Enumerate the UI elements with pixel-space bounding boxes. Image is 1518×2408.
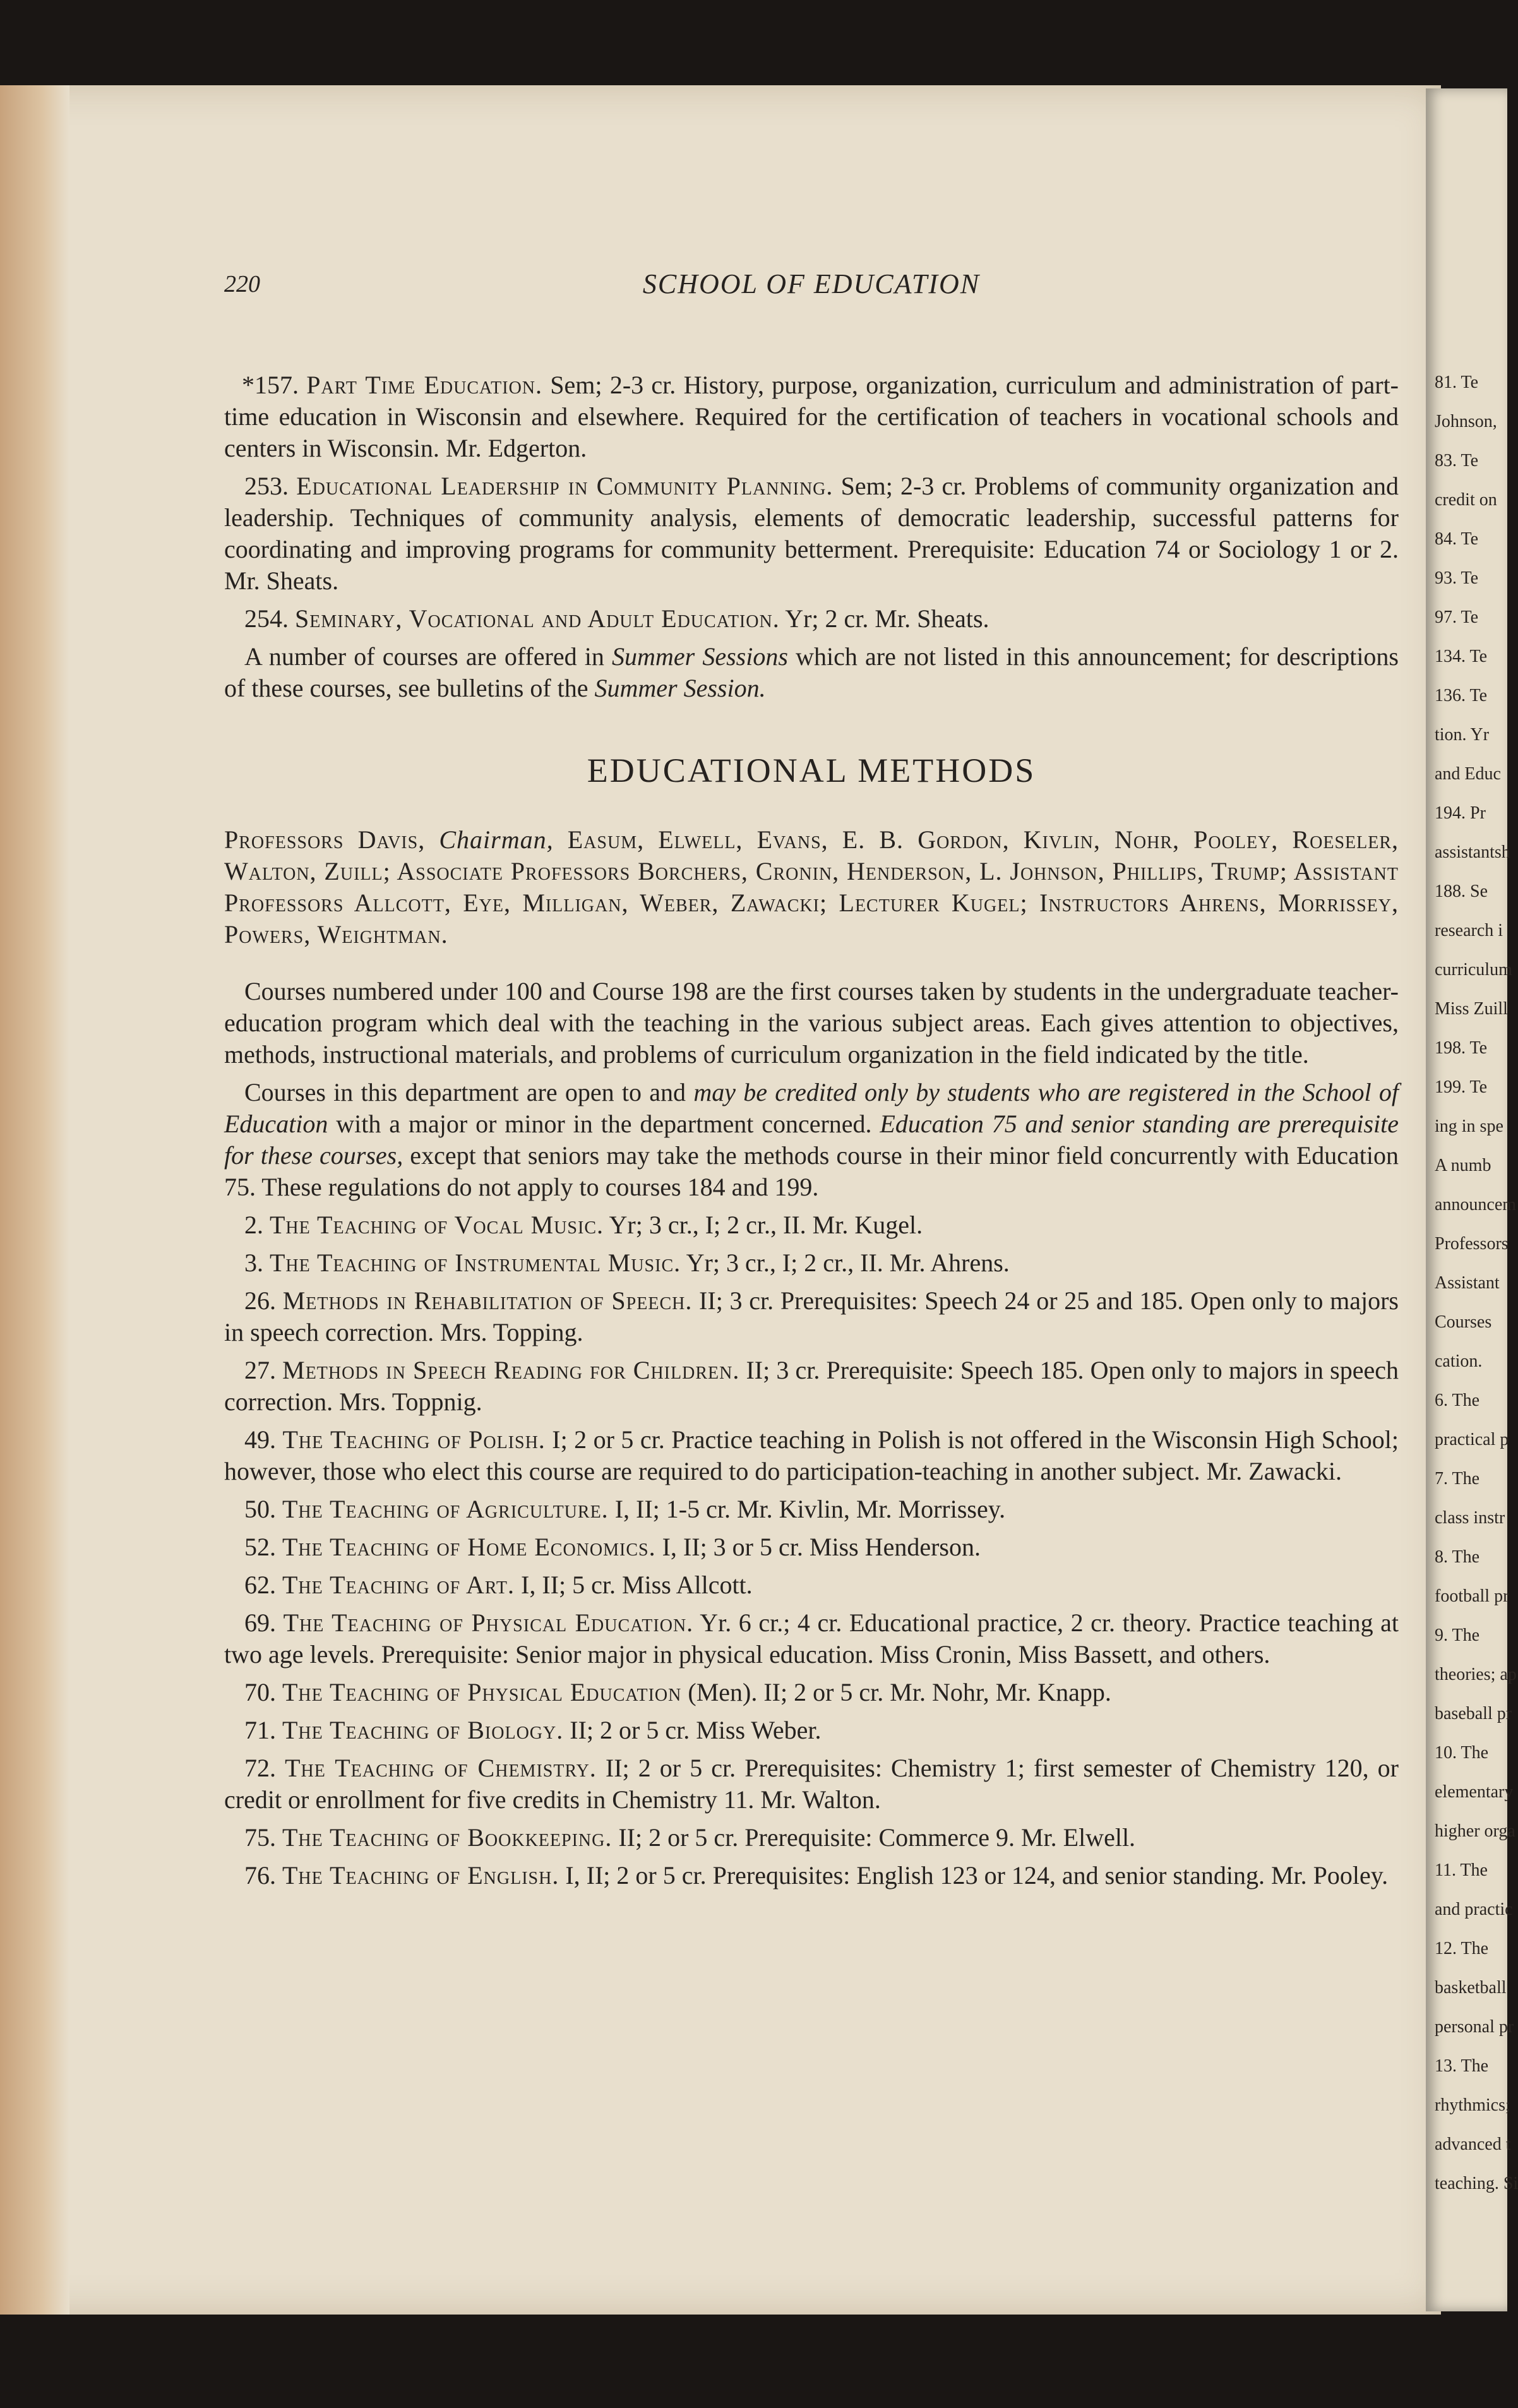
adjacent-page-text: 136. Te — [1435, 686, 1488, 705]
intro-paragraph: Courses numbered under 100 and Course 198 are the first courses taken by students in the undergraduate teacher-education program which deal with the teaching in the various subject areas. Each gives attention to objectives, methods, instructional materials, and problems of curriculum organization in the field indicated by the title. — [224, 977, 1399, 1069]
course-title: The Teaching of Art. — [282, 1571, 515, 1599]
course-list — [224, 1209, 1399, 1891]
adjacent-page-text: Professors — [1435, 1234, 1509, 1254]
section-title: EDUCATIONAL METHODS — [587, 752, 1036, 789]
course-title: The Teaching of Biology. — [282, 1716, 564, 1744]
course-entry — [224, 1209, 1399, 1241]
adjacent-page-text: curriculum — [1435, 960, 1512, 979]
course-title: The Teaching of Polish. — [282, 1425, 546, 1454]
adjacent-page-text: 10. The — [1435, 1743, 1489, 1763]
course-number: 75. — [244, 1823, 276, 1852]
course-description: II; 2 or 5 cr. Prerequisite: Commerce 9. Mr. Elwell. — [612, 1823, 1136, 1852]
course-number: 26. — [244, 1286, 276, 1315]
adjacent-page-text: advanced t — [1435, 2135, 1511, 2154]
course-description: Yr; 3 cr., I; 2 cr., II. Mr. Kugel. — [604, 1211, 923, 1239]
intro-paragraph: Courses in this department are open to and may be credited only by students who are registered in the School of Education with a major or minor in the department concerned. Education 75 and senior standing are prerequisite for these courses, except that seniors may take the methods course in their minor field concurrently with Education 75. These regulations do not apply to courses 184 and 199. — [224, 1078, 1399, 1201]
course-entry — [224, 1424, 1399, 1487]
adjacent-page-fragment — [1426, 88, 1518, 2311]
adjacent-page-text: announcem — [1435, 1195, 1517, 1214]
course-entry — [224, 1752, 1399, 1816]
course-title: The Teaching of Instrumental Music. — [270, 1249, 681, 1277]
adjacent-page-text: elementary — [1435, 1782, 1514, 1802]
adjacent-page-text: baseball pr — [1435, 1704, 1512, 1723]
course-title: Methods in Speech Reading for Children. — [282, 1356, 740, 1384]
course-number: 50. — [244, 1495, 276, 1523]
adjacent-page-text: practical p — [1435, 1430, 1509, 1449]
course-number: 2. — [244, 1211, 263, 1239]
adjacent-page-text: personal pr — [1435, 2017, 1514, 2037]
adjacent-page-text: basketball — [1435, 1978, 1507, 1998]
course-entry — [224, 1677, 1399, 1708]
course-description: II; 2 or 5 cr. Miss Weber. — [563, 1716, 822, 1744]
course-number: 3. — [244, 1249, 263, 1277]
course-entry — [224, 1715, 1399, 1746]
adjacent-page-text: 134. Te — [1435, 647, 1488, 666]
adjacent-page-text: 198. Te — [1435, 1038, 1488, 1058]
course-entry — [224, 1569, 1399, 1601]
adjacent-page-text: theories; ap — [1435, 1665, 1517, 1684]
course-number: 52. — [244, 1533, 276, 1561]
course-description: I, II; 5 cr. Miss Allcott. — [515, 1571, 753, 1599]
faculty-list: Professors Davis, Chairman, Easum, Elwell, Evans, E. B. Gordon, Kivlin, Nohr, Pooley, Roeseler, Walton, Zuill; Associate Professors Borchers, Cronin, Henderson, L. Johnson, Phillips, Trump; Assistant Professors Allcott, Eye, Milligan, Weber, Zawacki; Lecturer Kugel; Instructors Ahrens, Morrissey, Powers, Weightman. — [224, 825, 1399, 949]
course-description: I, II; 3 or 5 cr. Miss Henderson. — [655, 1533, 981, 1561]
adjacent-page-text: 93. Te — [1435, 568, 1479, 588]
course-description: I; 2 or 5 cr. Practice teaching in Polish is not offered in the Wisconsin High School; however, those who elect this course are required to do participation-teaching in another subject. Mr. Zawacki. — [224, 1425, 1399, 1485]
course-entry — [224, 1822, 1399, 1854]
running-head: SCHOOL OF EDUCATION — [642, 268, 981, 299]
course-number: 69. — [244, 1608, 276, 1637]
course-title: The Teaching of Chemistry. — [285, 1754, 597, 1782]
page-edge — [0, 85, 69, 2315]
adjacent-page-text: 199. Te — [1435, 1077, 1488, 1097]
adjacent-page-text: 81. Te — [1435, 373, 1479, 392]
adjacent-page-text: 11. The — [1435, 1860, 1488, 1880]
course-title: The Teaching of Physical Education — [282, 1678, 682, 1706]
adjacent-page-text: 9. The — [1435, 1626, 1480, 1645]
adjacent-page-text: and practic — [1435, 1900, 1513, 1919]
adjacent-page-text: Courses — [1435, 1312, 1492, 1332]
adjacent-page-text: Johnson, — [1435, 412, 1497, 431]
course-entry: 253. Educational Leadership in Community Planning. Sem; 2-3 cr. Problems of community organization and leadership. Techniques of community analysis, elements of democratic leadership, successful patterns for coordinating and improving programs for community betterment. Prerequisite: Education 74 or Sociology 1 or 2. Mr. Sheats. — [224, 472, 1399, 595]
course-title: The Teaching of English. — [282, 1861, 559, 1890]
course-title: The Teaching of Bookkeeping. — [282, 1823, 613, 1852]
adjacent-page-text: 12. The — [1435, 1939, 1489, 1958]
course-number: 70. — [244, 1678, 276, 1706]
course-description: II; 2 or 5 cr. Prerequisites: Chemistry 1; first semester of Chemistry 120, or credit or enrollment for five credits in Chemistry 11. Mr. Walton. — [224, 1754, 1399, 1814]
page-number: 220 — [224, 271, 260, 297]
adjacent-page-text: credit on — [1435, 490, 1497, 510]
course-number: 72. — [244, 1754, 276, 1782]
adjacent-page-text: Miss Zuill — [1435, 999, 1508, 1019]
course-description: I, II; 1-5 cr. Mr. Kivlin, Mr. Morrissey. — [608, 1495, 1006, 1523]
summer-session-note: A number of courses are offered in Summer Sessions which are not listed in this announcement; for descriptions of these courses, see bulletins of the Summer Session. — [224, 642, 1399, 702]
course-title: The Teaching of Home Economics. — [282, 1533, 656, 1561]
course-entry — [224, 1355, 1399, 1418]
course-entry — [224, 1285, 1399, 1348]
course-title: The Teaching of Vocal Music. — [270, 1211, 604, 1239]
course-entry — [224, 1247, 1399, 1279]
adjacent-page-text: 83. Te — [1435, 451, 1479, 470]
course-number: 62. — [244, 1571, 276, 1599]
course-entry: 254. Seminary, Vocational and Adult Education. Yr; 2 cr. Mr. Sheats. — [244, 604, 989, 633]
page-header — [224, 268, 1399, 313]
adjacent-page-text: 194. Pr — [1435, 803, 1486, 823]
adjacent-page-text: ing in spe — [1435, 1117, 1503, 1136]
adjacent-page-text: football pr — [1435, 1586, 1509, 1606]
course-description: II; 3 cr. Prerequisite: Speech 185. Open only to majors in speech correction. Mrs. Toppnig. — [224, 1356, 1399, 1416]
course-title: Methods in Rehabilitation of Speech. — [282, 1286, 693, 1315]
adjacent-page-text: 8. The — [1435, 1547, 1480, 1567]
course-description: I, II; 2 or 5 cr. Prerequisites: English 123 or 124, and senior standing. Mr. Pooley. — [559, 1861, 1389, 1890]
course-entry — [224, 1860, 1399, 1891]
page-text — [224, 268, 1399, 1898]
adjacent-page-text: 97. Te — [1435, 608, 1479, 627]
adjacent-page-text: 13. The — [1435, 2056, 1489, 2076]
course-description: (Men). II; 2 or 5 cr. Mr. Nohr, Mr. Knapp. — [681, 1678, 1111, 1706]
adjacent-page-text: teaching. Si — [1435, 2174, 1518, 2193]
course-number: 49. — [244, 1425, 276, 1454]
course-description: II; 3 cr. Prerequisites: Speech 24 or 25 and 185. Open only to majors in speech correction. Mrs. Topping. — [224, 1286, 1399, 1346]
adjacent-page-text: and Educ — [1435, 764, 1501, 784]
adjacent-page-text: tion. Yr — [1435, 725, 1490, 745]
course-entry — [224, 1494, 1399, 1525]
course-entry — [224, 1607, 1399, 1670]
adjacent-page-text: Assistant — [1435, 1273, 1500, 1293]
course-title: The Teaching of Agriculture. — [282, 1495, 609, 1523]
adjacent-page-text: 7. The — [1435, 1469, 1480, 1489]
adjacent-page-text: research i — [1435, 921, 1503, 940]
course-number: 76. — [244, 1861, 276, 1890]
course-description: Yr; 3 cr., I; 2 cr., II. Mr. Ahrens. — [681, 1249, 1010, 1277]
adjacent-page-text: A numb — [1435, 1156, 1491, 1175]
adjacent-page-text: cation. — [1435, 1351, 1483, 1371]
adjacent-page-text: 84. Te — [1435, 529, 1479, 549]
course-entry: *157. Part Time Education. Sem; 2-3 cr. History, purpose, organization, curriculum and administration of part-time education in Wisconsin and elsewhere. Required for the certification of teachers in vocational schools and centers in Wisconsin. Mr. Edgerton. — [224, 371, 1399, 462]
adjacent-page-text: rhythmics; — [1435, 2095, 1510, 2115]
course-entry — [224, 1531, 1399, 1563]
adjacent-page-text: higher orga — [1435, 1821, 1515, 1841]
adjacent-page-text: class instr — [1435, 1508, 1505, 1528]
course-title: The Teaching of Physical Education. — [283, 1608, 694, 1637]
adjacent-page-text: assistantsh — [1435, 842, 1510, 862]
adjacent-page-text: 6. The — [1435, 1391, 1480, 1410]
course-description: Yr. 6 cr.; 4 cr. Educational practice, 2 cr. theory. Practice teaching at two age levels. Prerequisite: Senior major in physical education. Miss Cronin, Miss Bassett, and others. — [224, 1608, 1399, 1668]
course-number: 27. — [244, 1356, 276, 1384]
adjacent-page-text: 188. Se — [1435, 882, 1488, 901]
course-number: 71. — [244, 1716, 276, 1744]
